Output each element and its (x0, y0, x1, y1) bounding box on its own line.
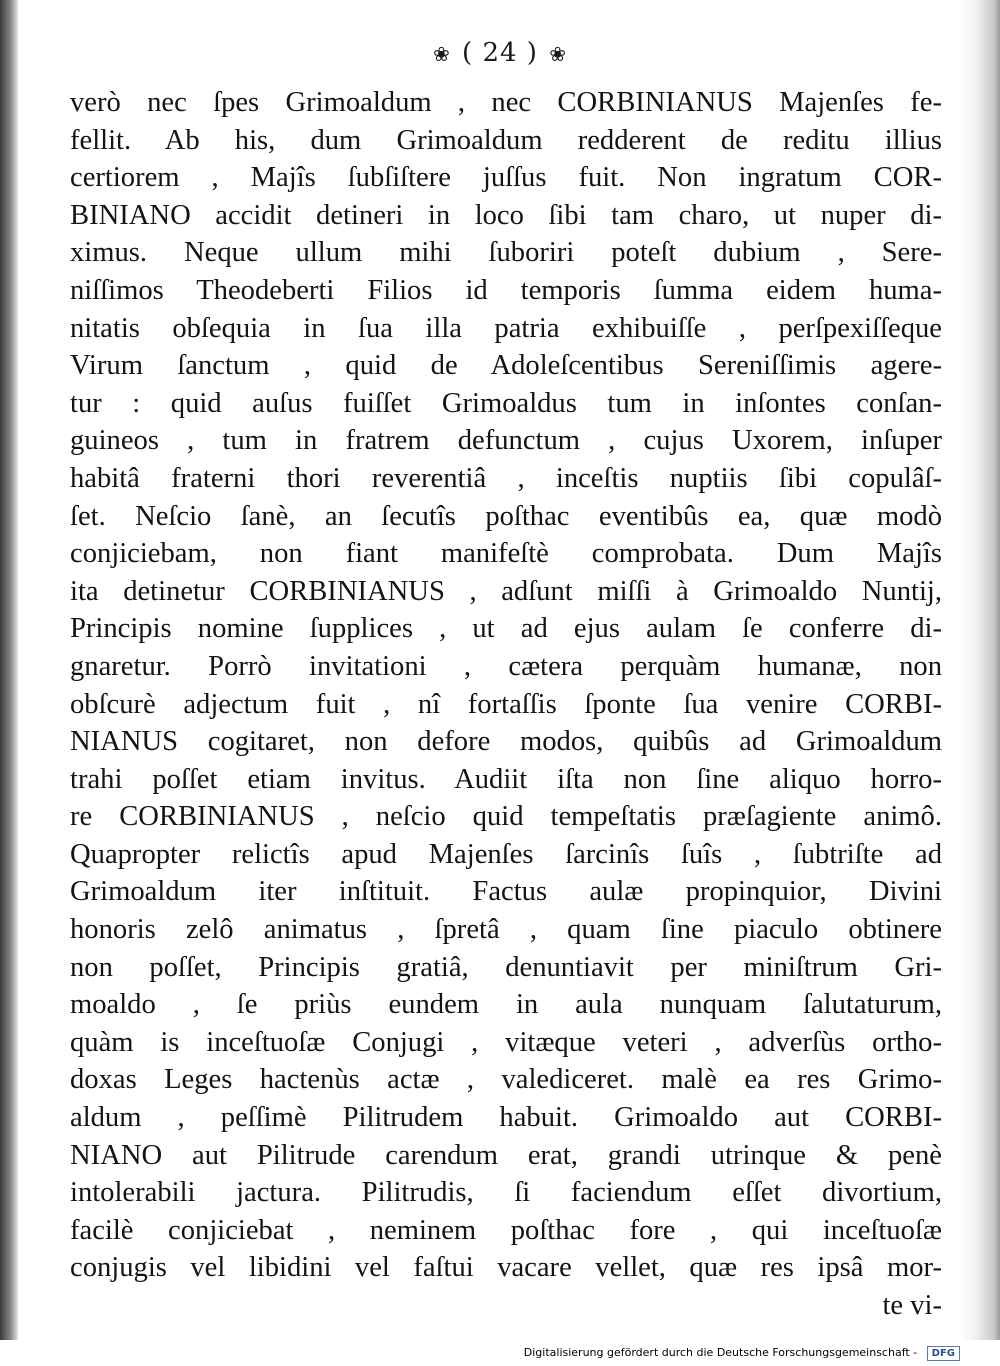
footer-credit: Digitalisierung gefördert durch die Deutsche Forschungsgemeinschaft - (523, 1346, 918, 1359)
text-line: ſet. Neſcio ſanè, an ſecutîs poſthac eventibûs ea, quæ modò (70, 500, 942, 532)
text-line: quàm is inceſtuoſæ Conjugi , vitæque veteri , adverſùs ortho- (70, 1026, 942, 1058)
text-line: fellit. Ab his, dum Grimoaldum redderent de reditu illius (70, 124, 942, 156)
text-line: gnaretur. Porrò invitationi , cætera perquàm humanæ, non (70, 650, 942, 682)
page-header (0, 38, 1000, 68)
dfg-logo-icon: DFG (927, 1346, 960, 1361)
catchword: te vi- (882, 1290, 942, 1321)
text-line: intolerabili jactura. Pilitrudis, ſi faciendum eſſet divortium, (70, 1177, 942, 1209)
page-edge-shadow-right (960, 0, 1000, 1340)
text-line: Virum ſanctum , quid de Adoleſcentibus Sereniſſimis agere- (70, 350, 942, 382)
text-line: certiorem , Majîs ſubſiſtere juſſus fuit. Non ingratum COR- (70, 162, 942, 194)
digitization-footer (0, 1340, 1000, 1366)
text-line: obſcurè adjectum fuit , nî fortaſſis ſponte ſua venire CORBI- (70, 688, 942, 720)
text-line: ximus. Neque ullum mihi ſuboriri poteſt dubium , Sere- (70, 237, 942, 269)
text-line: guineos , tum in fratrem defunctum , cujus Uxorem, inſuper (70, 425, 942, 457)
text-line: re CORBINIANUS , neſcio quid tempeſtatis præſagiente animô. (70, 801, 942, 833)
text-line: doxas Leges hactenùs actæ , valediceret. malè ea res Grimo- (70, 1064, 942, 1096)
text-line: NIANUS cogitaret, non defore modos, quibûs ad Grimoaldum (70, 726, 942, 758)
body-text (70, 84, 942, 1325)
text-line: conjugis vel libidini vel faſtui vacare vellet, quæ res ipsâ mor- (70, 1252, 942, 1284)
text-line: aldum , peſſimè Pilitrudem habuit. Grimoaldo aut CORBI- (70, 1102, 942, 1134)
text-line: Grimoaldum iter inſtituit. Factus aulæ propinquior, Divini (70, 876, 942, 908)
page-number: ( 24 ) (462, 38, 538, 68)
text-line: honoris zelô animatus , ſpretâ , quam ſine piaculo obtinere (70, 914, 942, 946)
text-line: ita detinetur CORBINIANUS , adſunt miſſi à Grimoaldo Nuntij, (70, 575, 942, 607)
text-line: Quapropter relictîs apud Majenſes ſarcinîs ſuîs , ſubtriſte ad (70, 838, 942, 870)
text-line: trahi poſſet etiam invitus. Audiit iſta non ſine aliquo horro- (70, 763, 942, 795)
text-line: Principis nomine ſupplices , ut ad ejus aulam ſe conferre di- (70, 613, 942, 645)
text-line: niſſimos Theodeberti Filios id temporis ſumma eidem huma- (70, 274, 942, 306)
text-line: facilè conjiciebat , neminem poſthac fore , qui inceſtuoſæ (70, 1214, 942, 1246)
text-line: nitatis obſequia in ſua illa patria exhibuiſſe , perſpexiſſeque (70, 312, 942, 344)
text-line: conjiciebam, non fiant manifeſtè comprobata. Dum Majîs (70, 538, 942, 570)
text-line: tur : quid auſus fuiſſet Grimoaldus tum in inſontes conſan- (70, 387, 942, 419)
text-line: habitâ fraterni thori reverentiâ , inceſtis nuptiis ſibi copulâſ- (70, 462, 942, 494)
text-line: NIANO aut Pilitrude carendum erat, grandi utrinque & penè (70, 1139, 942, 1171)
right-ornament-icon: ❀ (549, 42, 567, 66)
text-line: non poſſet, Principis gratiâ, denuntiavit per miniſtrum Gri- (70, 951, 942, 983)
text-line: moaldo , ſe priùs eundem in aula nunquam ſalutaturum, (70, 989, 942, 1021)
text-line: BINIANO accidit detineri in loco ſibi tam charo, ut nuper di- (70, 199, 942, 231)
text-line: verò nec ſpes Grimoaldum , nec CORBINIANUS Majenſes fe- (70, 87, 942, 118)
left-ornament-icon: ❀ (433, 42, 451, 66)
page-edge-shadow-left (0, 0, 18, 1340)
